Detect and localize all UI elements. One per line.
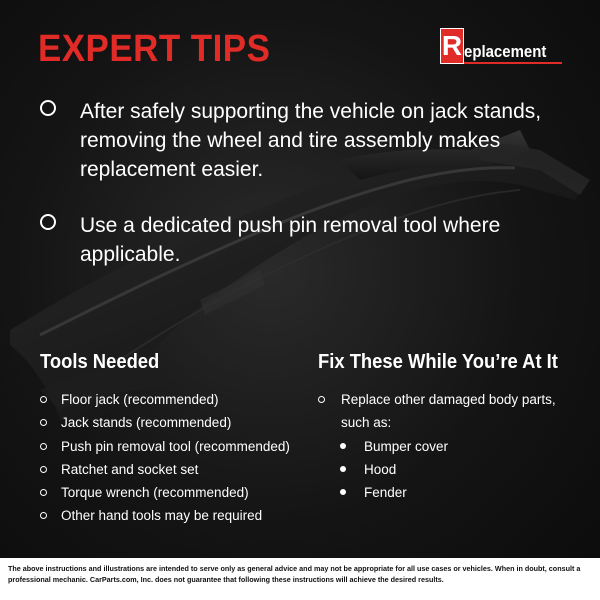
list-item bbox=[40, 481, 290, 504]
bullet-icon bbox=[40, 443, 47, 450]
dot-bullet-icon bbox=[340, 443, 346, 449]
list-item bbox=[318, 481, 588, 504]
tip-bullet-icon bbox=[40, 214, 56, 230]
list-item bbox=[40, 435, 290, 458]
disclaimer-text: The above instructions and illustrations are intended to serve only as general advice and may not be appropriate for all use cases or vehicles. When in doubt, consult a professional mechanic. CarParts.com, Inc. does not guarantee that following these instructions will achieve the desired results. bbox=[8, 564, 581, 584]
tool-label: Floor jack (recommended) bbox=[61, 392, 219, 407]
disclaimer-bar bbox=[0, 558, 600, 600]
fix-item-label: Replace other damaged body parts, such as: bbox=[341, 392, 556, 431]
list-item bbox=[40, 388, 290, 411]
part-label: Hood bbox=[364, 461, 397, 477]
list-item bbox=[318, 458, 588, 481]
tool-label: Ratchet and socket set bbox=[61, 461, 199, 477]
part-label: Bumper cover bbox=[364, 438, 449, 454]
bullet-icon bbox=[40, 466, 47, 473]
tool-label: Other hand tools may be required bbox=[61, 508, 263, 524]
logo-wordmark: eplacement bbox=[464, 42, 547, 61]
dot-bullet-icon bbox=[340, 466, 346, 472]
tool-label: Push pin removal tool (recommended) bbox=[61, 438, 290, 454]
replacement-logo bbox=[440, 28, 562, 64]
logo-underline bbox=[464, 62, 562, 64]
fix-heading: Fix These While You’re At It bbox=[318, 351, 558, 373]
tip-text: Use a dedicated push pin removal tool where applicable. bbox=[80, 214, 501, 266]
bullet-icon bbox=[40, 489, 47, 496]
list-item bbox=[40, 504, 290, 527]
list-item bbox=[318, 435, 588, 458]
tool-label: Jack stands (recommended) bbox=[61, 415, 232, 431]
page-title: EXPERT TIPS bbox=[38, 28, 271, 70]
part-label: Fender bbox=[364, 485, 407, 501]
tip-text: After safely supporting the vehicle on jack stands, removing the wheel and tire assembly makes replacement easier. bbox=[80, 100, 542, 181]
tools-list bbox=[40, 388, 290, 528]
bullet-icon bbox=[318, 396, 325, 403]
bullet-icon bbox=[40, 419, 47, 426]
fix-sublist bbox=[318, 435, 588, 505]
logo-initial: R bbox=[440, 28, 464, 64]
bullet-icon bbox=[40, 396, 47, 403]
list-item bbox=[318, 388, 588, 435]
bullet-icon bbox=[40, 512, 47, 519]
tool-label: Torque wrench (recommended) bbox=[61, 485, 249, 501]
list-item bbox=[40, 458, 290, 481]
fix-list bbox=[318, 388, 588, 504]
dot-bullet-icon bbox=[340, 489, 346, 495]
tip-bullet-icon bbox=[40, 100, 56, 116]
list-item bbox=[40, 411, 290, 434]
tools-heading: Tools Needed bbox=[40, 351, 160, 373]
